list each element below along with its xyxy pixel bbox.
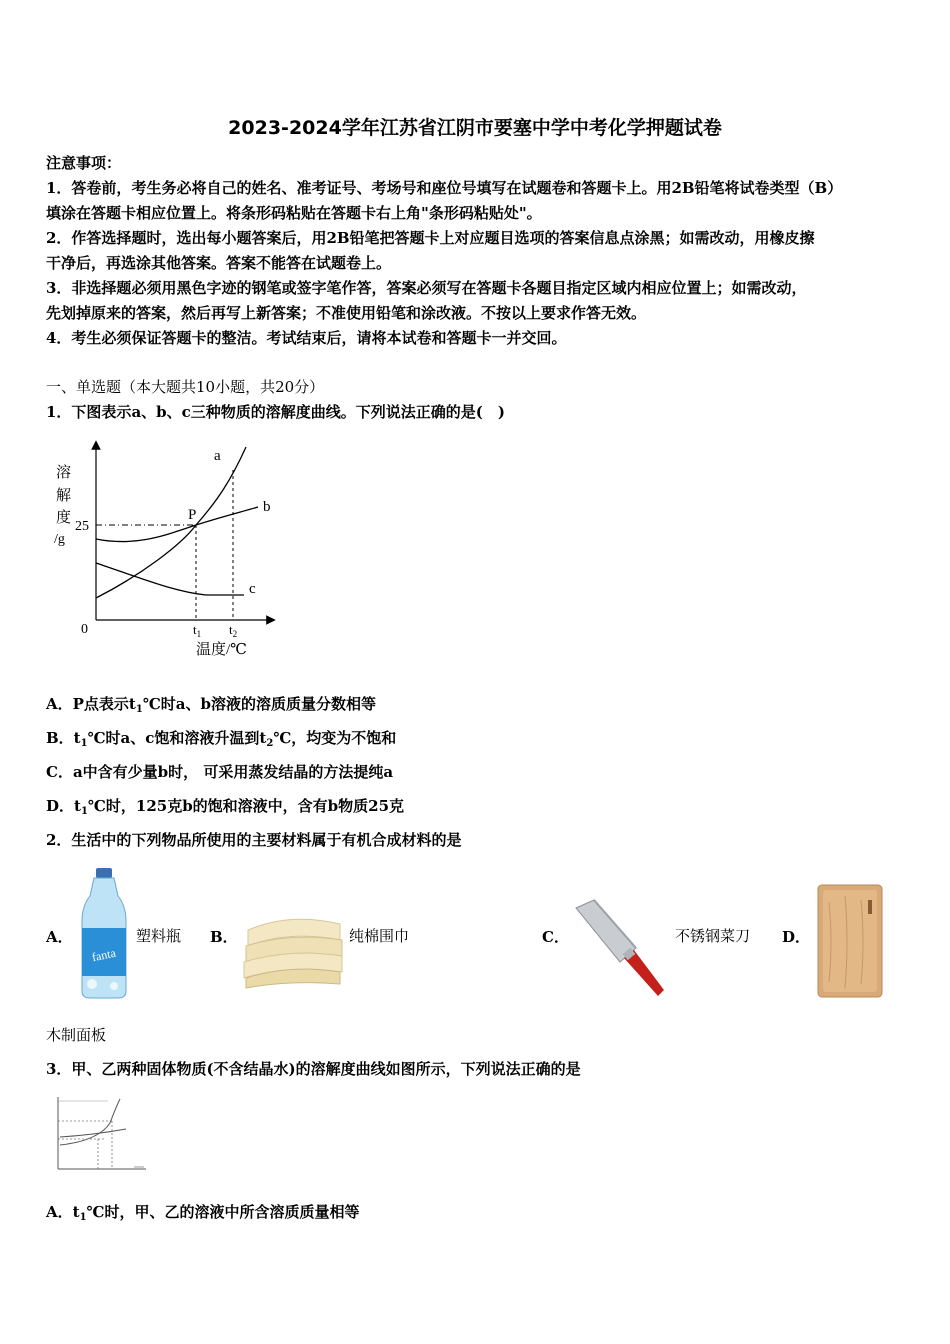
notice-heading: 注意事项： [46,154,122,172]
bottle-brand-text: fanta [90,945,117,965]
y-axis-label-char: 度 [56,510,72,526]
solubility-chart [46,435,286,663]
question-1-option-d: D．$t_1℃$时，125克b的饱和溶液中，含有b物质25克 [46,797,405,817]
page-title: 2023-2024学年江苏省江阴市要塞中学中考化学押题试卷 [228,117,722,139]
curve-b [96,507,258,542]
y-axis-label-char: 解 [56,488,72,504]
question-2-option-b-letter: B． [210,928,238,946]
wooden-board-image [815,882,885,1000]
cotton-scarf-image [240,910,346,990]
question-2-option-d-label: 木制面板 [46,1026,107,1044]
t1-tick-label: $t_1$ [193,622,202,639]
question-2-option-c-label: 不锈钢菜刀 [675,927,751,945]
question-3-option-a: A．$t_1℃$时，甲、乙的溶液中所含溶质质量相等 [46,1203,360,1223]
point-p-label: P [188,507,197,523]
notice-line: 3．非选择题必须用黑色字迹的钢笔或签字笔作答，答案必须写在答题卡各题目指定区域内相应位置上；如需改动， [46,279,807,297]
y-axis-label-char: /g [54,532,65,547]
plastic-bottle-image [78,866,130,1000]
section-heading: 一、单选题（本大题共10小题，共20分） [46,378,325,396]
curve-b-label: b [263,499,271,515]
curve-a-label: a [214,448,221,464]
notice-line: 1．答卷前，考生务必将自己的姓名、准考证号、考场号和座位号填写在试题卷和答题卡上。用2B铅笔将试卷类型（B） [46,179,843,197]
origin-label: 0 [81,622,88,637]
question-2-option-a-label: 塑料瓶 [136,927,182,945]
steel-knife-image [574,898,666,998]
question-1-option-a: A．P点表示$t_1℃$时a、b溶液的溶质质量分数相等 [46,695,377,715]
y-axis-label-char: 溶 [56,465,72,481]
y-tick-label: 25 [75,519,89,534]
question-1-stem: 1．下图表示a、b、c三种物质的溶解度曲线。下列说法正确的是( ) [46,403,505,421]
curve-c-label: c [249,581,256,597]
curve-a [96,447,246,598]
question-2-option-b-label: 纯棉围巾 [349,927,410,945]
notice-line: 4．考生必须保证答题卡的整洁。考试结束后，请将本试卷和答题卡一并交回。 [46,329,567,347]
question-1-option-c: C．a中含有少量b时， 可采用蒸发结晶的方法提纯a [46,763,394,781]
q3-solubility-chart-thumbnail [48,1093,150,1175]
question-1-option-b: B．$t_1℃$时a、c饱和溶液升温到$t_2℃$，均变为不饱和 [46,729,397,749]
notice-line: 先划掉原来的答案，然后再写上新答案；不准使用铅笔和涂改液。不按以上要求作答无效。 [46,304,647,322]
notice-line: 填涂在答题卡相应位置上。将条形码粘贴在答题卡右上角"条形码粘贴处"。 [46,204,542,222]
question-2-option-a-letter: A． [46,928,73,946]
question-3-stem: 3．甲、乙两种固体物质(不含结晶水)的溶解度曲线如图所示，下列说法正确的是 [46,1060,581,1078]
curve-c [96,563,244,595]
notice-line: 2．作答选择题时，选出每小题答案后，用2B铅笔把答题卡上对应题目选项的答案信息点涂黑；如需改动，用橡皮擦 [46,229,815,247]
x-axis-label: 温度/℃ [196,642,247,658]
question-2-option-c-letter: C． [542,928,569,946]
t2-tick-label: $t_2$ [229,622,238,639]
question-2-stem: 2．生活中的下列物品所使用的主要材料属于有机合成材料的是 [46,831,462,849]
notice-line: 干净后，再选涂其他答案。答案不能答在试题卷上。 [46,254,392,272]
question-2-option-d-letter: D． [782,928,811,946]
